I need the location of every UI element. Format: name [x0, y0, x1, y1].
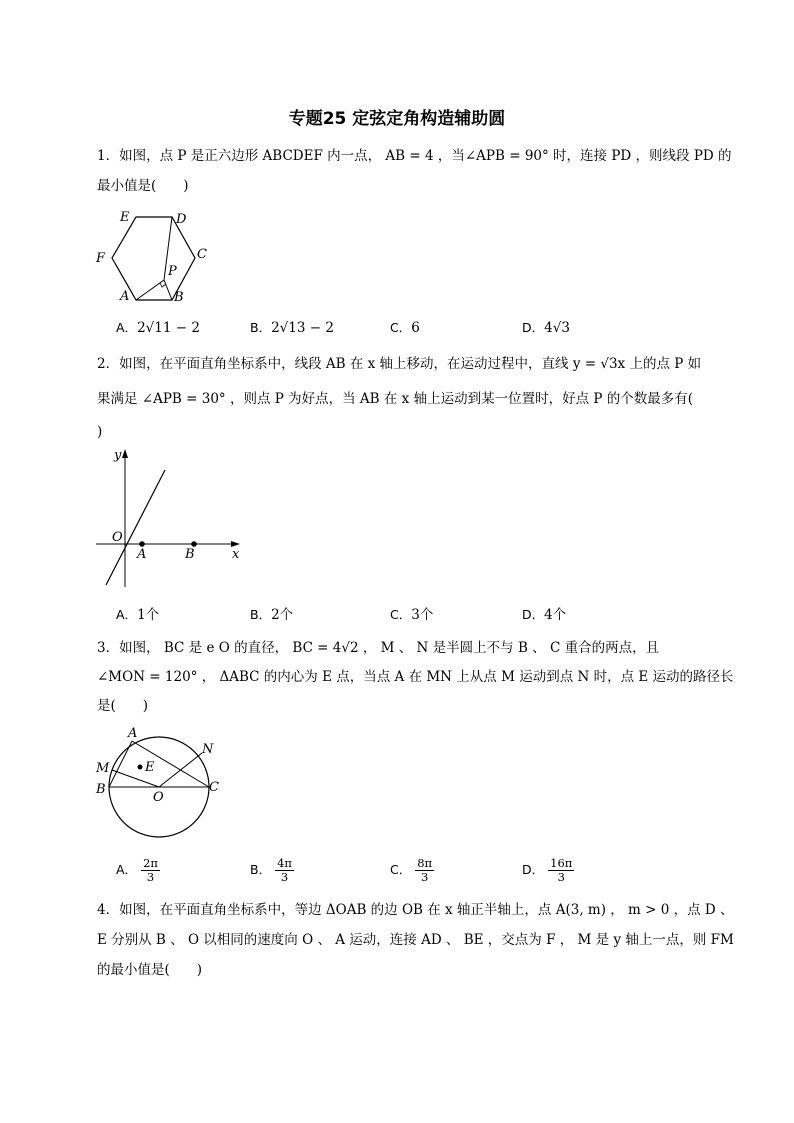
- label-m: M: [96, 761, 110, 776]
- label-o: O: [112, 530, 123, 545]
- q1-hexagon-figure: [92, 205, 222, 305]
- q4-text-line3: 的最小值是( ): [97, 962, 203, 978]
- q1-option-a[interactable]: A．2√11 − 2: [116, 320, 200, 336]
- q3-option-d[interactable]: D． $\frac{16\pi}{3}$: [522, 856, 573, 884]
- q2-coordinate-figure: [92, 445, 252, 595]
- q2-text-line1: 2．如图，在平面直角坐标系中，线段 AB 在 x 轴上移动，在运动过程中，直线 y = √3x 上的点 P 如: [97, 356, 702, 372]
- label-a: A: [120, 289, 130, 304]
- segment-ap: [136, 280, 164, 300]
- segment-no: [159, 753, 202, 787]
- label-e: E: [120, 210, 130, 225]
- q2-option-a[interactable]: A．1个: [116, 607, 160, 623]
- q2-option-b[interactable]: B．2个: [250, 607, 294, 623]
- label-a: A: [128, 726, 138, 741]
- q3-text-line2: ∠MON = 120° ， ΔABC 的内心为 E 点，当点 A 在 MN 上从点 M 运动到点 N 时，点 E 运动的路径长: [97, 669, 734, 685]
- q3-option-a[interactable]: A． $\frac{2\pi}{3}$: [116, 856, 158, 884]
- q4-text-line1: 4．如图，在平面直角坐标系中，等边 ΔOAB 的边 OB 在 x 轴正半轴上，点 A(3, m) ， m > 0 ，点 D 、: [97, 902, 734, 918]
- label-b: B: [185, 547, 195, 562]
- q1-option-c[interactable]: C．6: [390, 320, 420, 336]
- label-f: F: [96, 251, 106, 266]
- q2-option-d[interactable]: D．4个: [522, 607, 567, 623]
- label-b: B: [96, 782, 106, 797]
- label-e: E: [145, 760, 155, 775]
- q2-text-line3: ): [97, 424, 103, 440]
- q3-option-b[interactable]: B． $\frac{4\pi}{3}$: [250, 856, 292, 884]
- q2-text-line2: 果满足 ∠APB = 30° ，则点 P 为好点，当 AB 在 x 轴上运动到某一位置时，好点 P 的个数最多有(: [97, 391, 694, 407]
- label-c: C: [209, 780, 219, 795]
- q2-option-c[interactable]: C．3个: [390, 607, 434, 623]
- label-d: D: [176, 212, 187, 227]
- q2-options: [116, 603, 716, 625]
- q3-option-c[interactable]: C． $\frac{8\pi}{3}$: [390, 856, 433, 884]
- point-b: [191, 541, 197, 547]
- q3-options: [116, 857, 716, 889]
- q1-option-b[interactable]: B．2√13 − 2: [250, 320, 334, 336]
- label-n: N: [202, 742, 214, 757]
- segment-ac: [132, 741, 209, 787]
- point-e: [138, 765, 143, 770]
- segment-bp: [164, 280, 172, 300]
- label-a: A: [137, 547, 147, 562]
- label-x: x: [232, 547, 240, 562]
- q4-text-line2: E 分别从 B 、 O 以相同的速度向 O 、 A 运动，连接 AD 、 BE ，交点为 F ， M 是 y 轴上一点，则 FM: [97, 932, 734, 948]
- label-y: y: [114, 448, 122, 463]
- y-axis-arrow: [122, 449, 128, 458]
- q1-text-line1: 1．如图，点 P 是正六边形 ABCDEF 内一点， AB = 4 ，当∠APB = 90° 时，连接 PD ，则线段 PD 的: [97, 148, 732, 164]
- label-p: P: [168, 264, 177, 279]
- label-c: C: [197, 247, 207, 262]
- label-b: B: [174, 290, 184, 305]
- q3-text-line3: 是( ): [97, 698, 149, 714]
- line-y-sqrt3x: [106, 470, 165, 585]
- q1-options: [116, 318, 716, 340]
- segment-ab: [109, 741, 132, 787]
- page-title: 专题25 定弦定角构造辅助圆: [288, 109, 506, 129]
- q1-text-line2: 最小值是( ): [97, 178, 189, 194]
- q3-circle-figure: [92, 725, 232, 845]
- q3-text-line1: 3．如图， BC 是 e O 的直径， BC = 4√2 ， M 、 N 是半圆上不与 B 、 C 重合的两点，且: [97, 640, 660, 656]
- point-a: [139, 541, 145, 547]
- q1-option-d[interactable]: D．4√3: [522, 320, 570, 336]
- label-o: O: [153, 790, 164, 805]
